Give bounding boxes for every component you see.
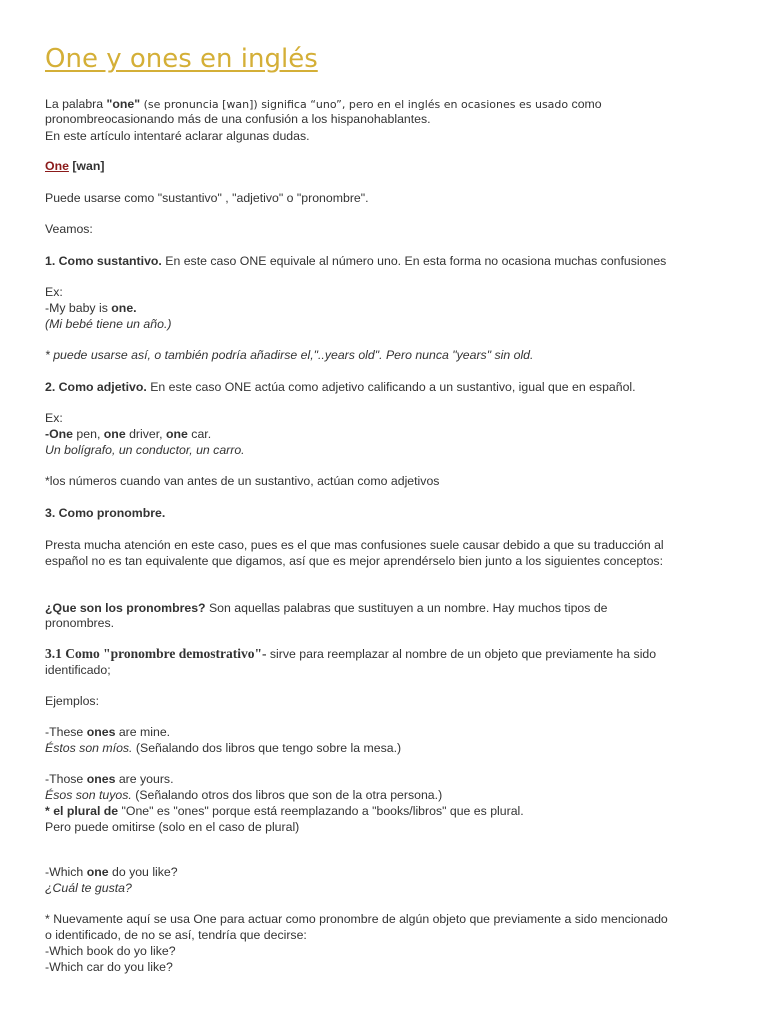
example-these-translation: Éstos son míos. (Señalando dos libros que tengo sobre la mesa.) [45,741,402,755]
usage-text: Puede usarse como "sustantivo" , "adjetivo" o "pronombre". [45,191,369,205]
final-note-line-1: * Nuevamente aquí se usa One para actuar como pronombre de algún objeto que previamente a sido mencionado [45,912,668,926]
section-2-note: *los números cuando van antes de un sustantivo, actúan como adjetivos [45,474,440,488]
section-2-translation: Un bolígrafo, un conductor, un carro. [45,443,245,457]
intro-line-1: La palabra "one" (se pronuncia [wan]) significa “uno”, pero en el inglés en ocasiones es usado como [45,97,602,111]
section-2-ex-label: Ex: [45,411,63,425]
section-2-heading: 2. Como adjetivo. En este caso ONE actúa como adjetivo calificando a un sustantivo, igual que en español. [45,380,636,394]
section-1-heading: 1. Como sustantivo. En este caso ONE equivale al número uno. En esta forma no ocasiona muchas confusiones [45,254,667,268]
one-heading: One [wan] [45,159,105,173]
example-those-translation: Ésos son tuyos. (Señalando otros dos libros que son de la otra persona.) [45,788,443,802]
one-link[interactable]: One [45,159,69,173]
plural-note: * el plural de "One" es "ones" porque está reemplazando a "books/libros" que es plural. [45,804,524,818]
section-1-ex-label: Ex: [45,285,63,299]
example-which: -Which one do you like? [45,865,178,879]
section-3-para-line-1: Presta mucha atención en este caso, pues es el que mas confusiones suele causar debido a que su traducción al [45,538,664,552]
section-3-1-heading: 3.1 Como "pronombre demostrativo"- sirve para reemplazar al nombre de un objeto que previamente ha sido [45,646,657,661]
pronouns-question-line-2: pronombres. [45,616,115,630]
pronouns-question: ¿Que son los pronombres? Son aquellas palabras que sustituyen a un nombre. Hay muchos tipos de [45,601,608,615]
section-3-1-line-2: identificado; [45,663,111,677]
plural-note-line-2: Pero puede omitirse (solo en el caso de plural) [45,820,300,834]
example-these: -These ones are mine. [45,725,171,739]
page-title: One y ones en inglés [45,44,318,74]
section-3-heading: 3. Como pronombre. [45,506,166,520]
ejemplos-label: Ejemplos: [45,694,99,708]
example-those: -Those ones are yours. [45,772,174,786]
final-note-line-2: o identificado, de no se así, tendría que decirse: [45,928,307,942]
section-1-note: * puede usarse así, o también podría añadirse el,"..years old". Pero nunca "years" sin old. [45,348,534,362]
section-1-example: -My baby is one. [45,301,137,315]
final-note-line-3: -Which book do yo like? [45,944,176,958]
section-3-para-line-2: español no es tan equivalente que digamos, así que es mejor aprendérselo bien junto a los siguientes conceptos: [45,554,663,568]
final-note-line-4: -Which car do you like? [45,960,173,974]
example-which-translation: ¿Cuál te gusta? [45,881,132,895]
intro-line-2: pronombreocasionando más de una confusión a los hispanohablantes. [45,112,431,126]
veamos-text: Veamos: [45,222,93,236]
section-2-example: -One pen, one driver, one car. [45,427,212,441]
intro-line-3: En este artículo intentaré aclarar algunas dudas. [45,129,310,143]
section-1-translation: (Mi bebé tiene un año.) [45,317,172,331]
